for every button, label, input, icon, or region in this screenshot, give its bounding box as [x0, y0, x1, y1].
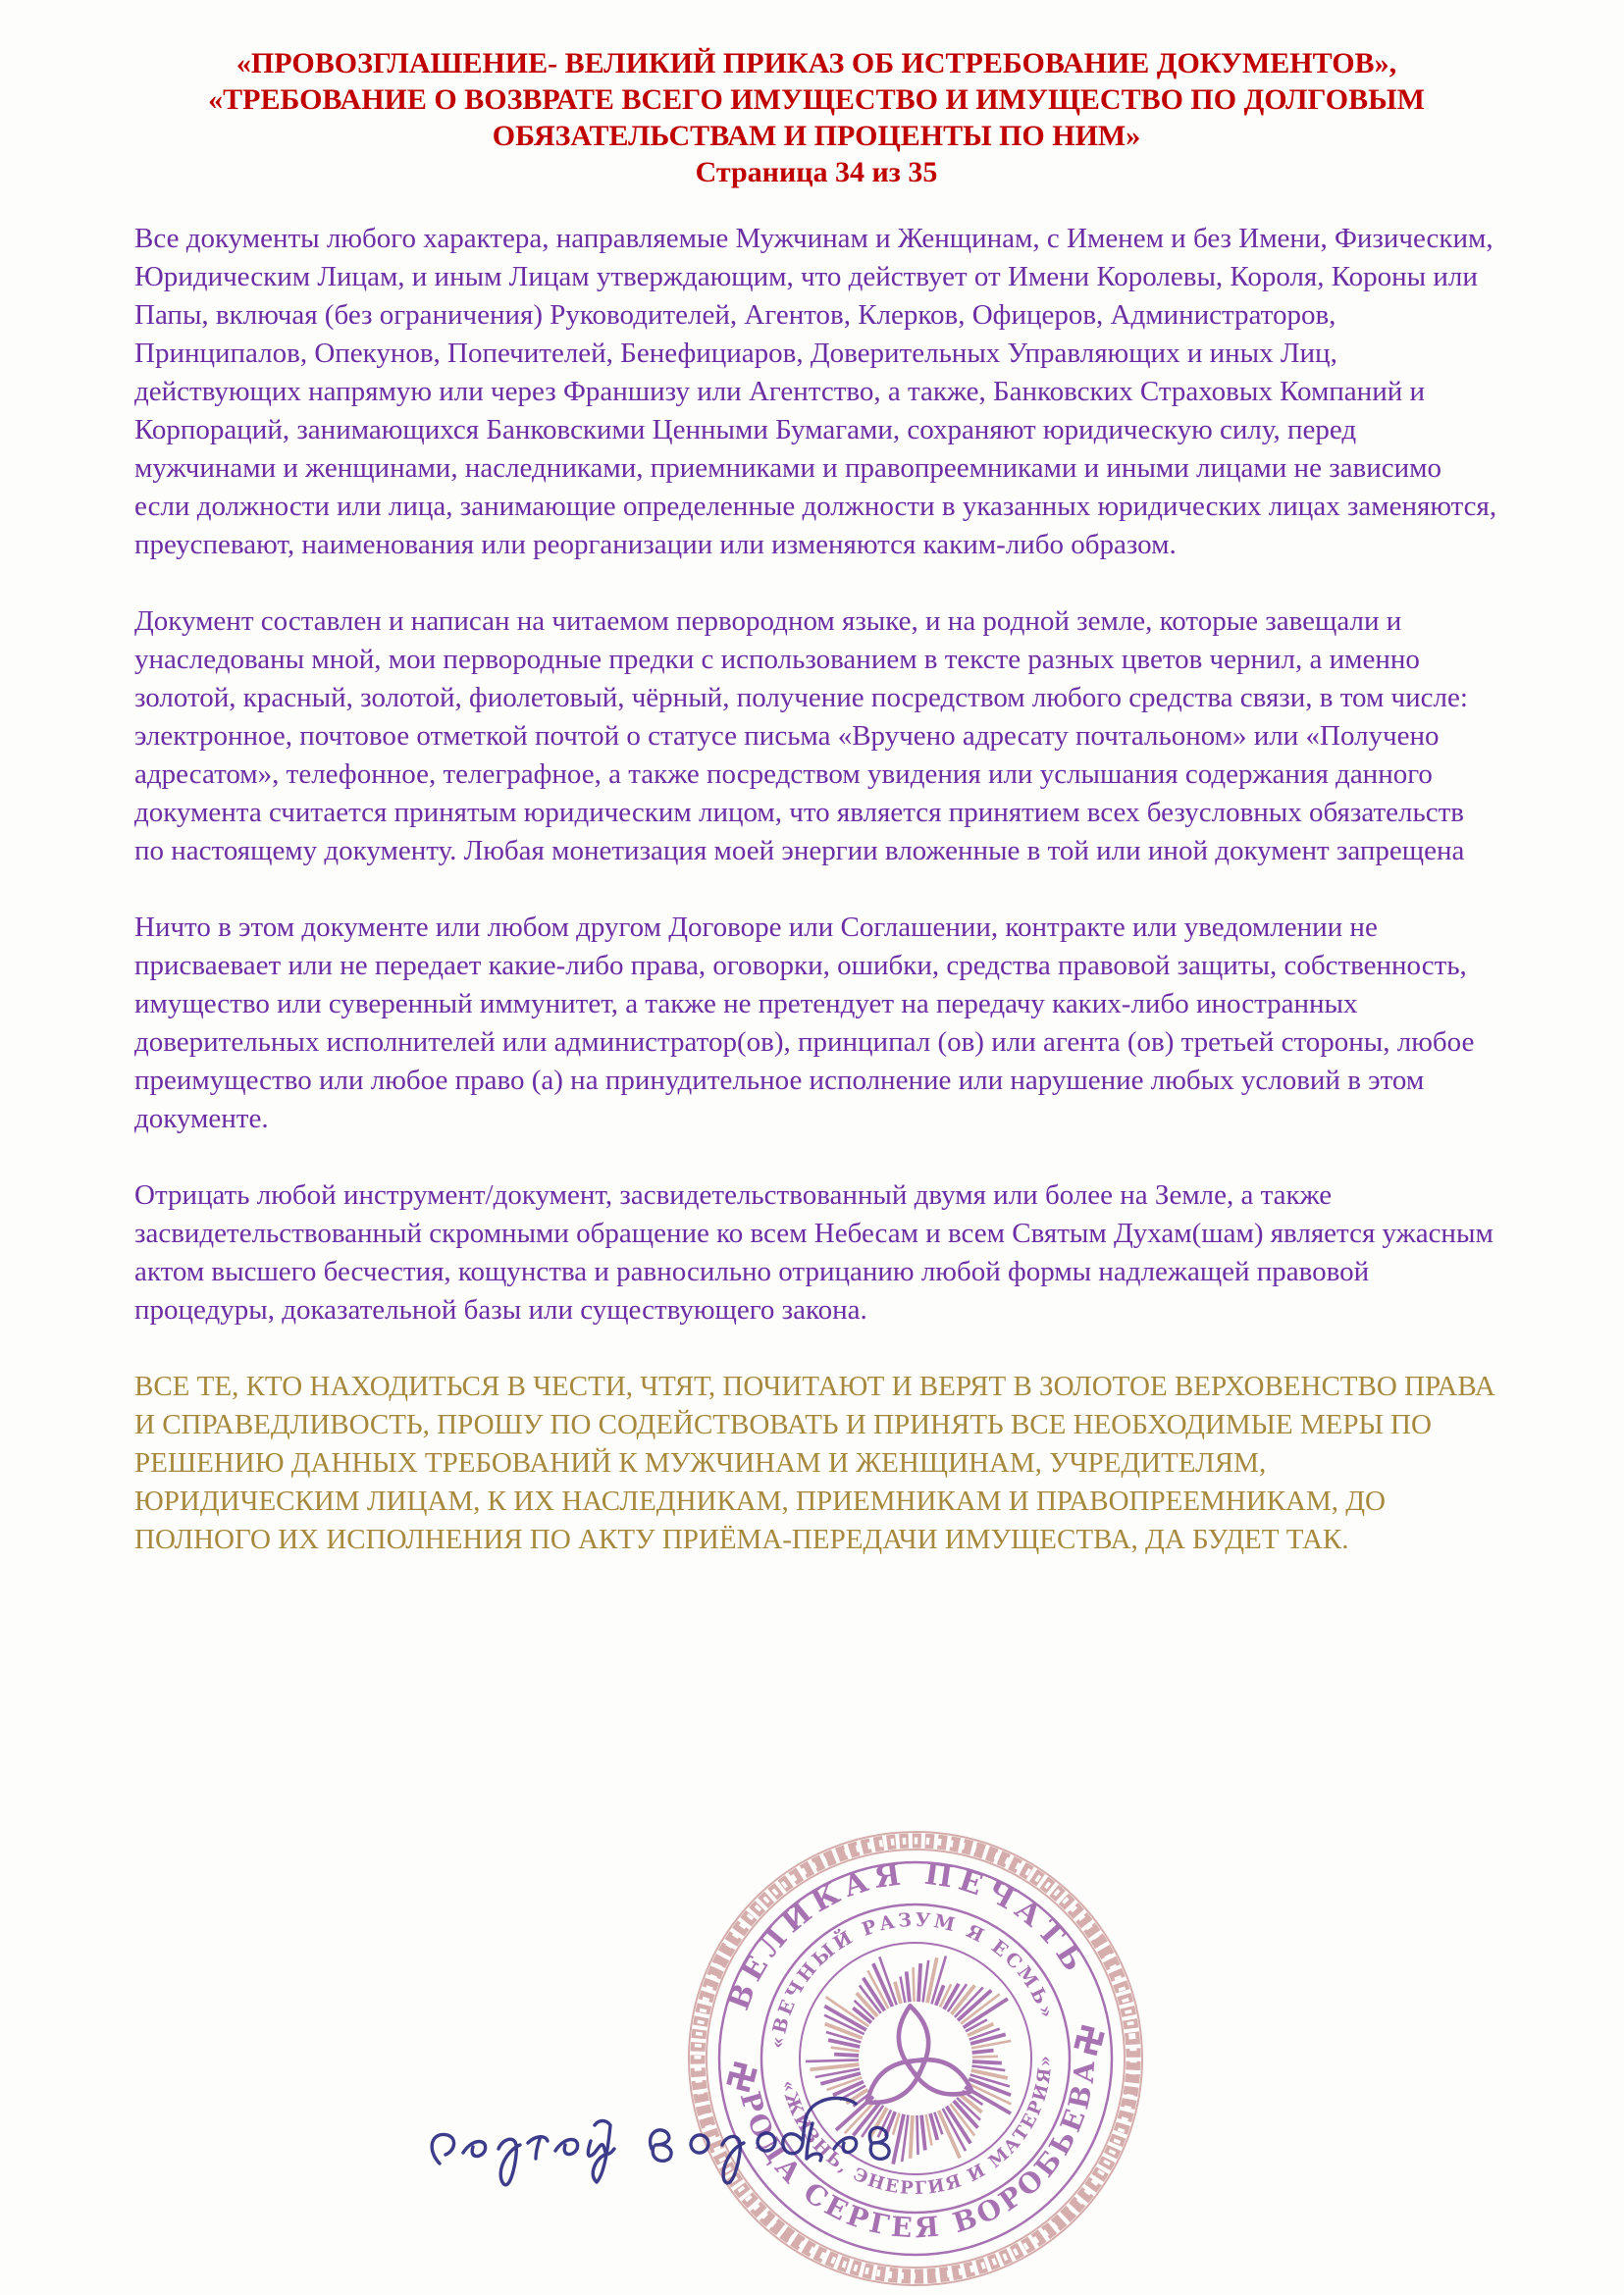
paragraph-language-inks: Документ составлен и написан на читаемом первородном языке, и на родной земле, которые завещали и унаследованы мной, мои первородные предки с использованием в тексте разных цветов чернил, а именно золотой, красный, золотой, фиолетовый, чёрный, получение посредством любого средства связи, в том числе: электронное, почтовое отметкой почтой о статусе письма «Вручено адресату почтальоном» или «Получено адресатом», телефонное, телеграфное, а также посредством увидения или услышания содержания данного документа считается принятым юридическим лицом, что является принятием всех безусловных обязательств по настоящему документу. Любая монетизация моей энергии вложенные в той или иной документ запрещена [134, 605, 1468, 866]
swastika-glyph-right [1076, 2027, 1103, 2054]
seal-inner-ring-bottom-text: «ЖИЗНЬ, ЭНЕРГИЯ И МАТЕРИЯ» [777, 2053, 1057, 2200]
signature [412, 2080, 903, 2227]
document-title: «ПРОВОЗГЛАШЕНИЕ- ВЕЛИКИЙ ПРИКАЗ ОБ ИСТРЕБОВАНИЕ ДОКУМЕНТОВ», «ТРЕБОВАНИЕ О ВОЗВРАТЕ ВСЕГО ИМУЩЕСТВО И ИМУЩЕСТВО ПО ДОЛГОВЫМ ОБЯЗАТЕЛЬСТВАМ И ПРОЦЕНТЫ ПО НИМ» [208, 47, 1425, 152]
paragraph-golden-closing: ВСЕ ТЕ, КТО НАХОДИТЬСЯ В ЧЕСТИ, ЧТЯТ, ПОЧИТАЮТ И ВЕРЯТ В ЗОЛОТОЕ ВЕРХОВЕНСТВО ПРАВА И СПРАВЕДЛИВОСТЬ, ПРОШУ ПО СОДЕЙСТВОВАТЬ И ПРИНЯТЬ ВСЕ НЕОБХОДИМЫЕ МЕРЫ ПО РЕШЕНИЮ ДАННЫХ ТРЕБОВАНИЙ К МУЖЧИНАМ И ЖЕНЩИНАМ, УЧРЕДИТЕЛЯМ, ЮРИДИЧЕСКИМ ЛИЦАМ, К ИХ НАСЛЕДНИКАМ, ПРИЕМНИКАМ И ПРАВОПРЕЕМНИКАМ, ДО ПОЛНОГО ИХ ИСПОЛНЕНИЯ ПО АКТУ ПРИЁМА-ПЕРЕДАЧИ ИМУЩЕСТВА, ДА БУДЕТ ТАК. [134, 1371, 1495, 1555]
page-indicator: Страница 34 из 35 [695, 156, 938, 188]
document-body [134, 220, 1498, 1559]
document-header [134, 45, 1498, 190]
seal-outer-ring-top-text: ВЕЛИКАЯ ПЕЧАТЬ [721, 1856, 1094, 2015]
paragraph-documents-validity: Все документы любого характера, направляемые Мужчинам и Женщинам, с Именем и без Имени, Физическим, Юридическим Лицам, и иным Лицам утверждающим, что действует от Имени Королевы, Короля, Короны или Папы, включая (без ограничения) Руководителей, Агентов, Клерков, Офицеров, Администраторов, Принципалов, Опекунов, Попечителей, Бенефициаров, Доверительных Управляющих и иных Лиц, действующих напрямую или через Франшизу или Агентство, а также, Банковских Страховых Компаний и Корпораций, занимающихся Банковскими Ценными Бумагами, сохраняют юридическую силу, перед мужчинами и женщинами, наследниками, приемниками и правопреемниками и иными лицами не зависимо если должности или лица, занимающие определенные должности в указанных юридических лицах заменяются, преуспевают, наименования или реорганизации или изменяются каким-либо образом. [134, 223, 1497, 560]
signature-graphic [412, 2080, 903, 2227]
document-content [134, 0, 1498, 1559]
paragraph-no-transfer: Ничто в этом документе или любом другом Договоре или Соглашении, контракте или уведомлении не присваевает или не передает какие-либо права, оговорки, ошибки, средства правовой защиты, собственность, имущество или суверенный иммунитет, а также не претендует на передачу каких-либо иностранных доверительных исполнителей или администратор(ов), принципал (ов) или агента (ов) третьей стороны, любое преимущество или любое право (а) на принудительное исполнение или нарушение любых условий в этом документе. [134, 912, 1475, 1134]
paragraph-deny-instrument: Отрицать любой инструмент/документ, засвидетельствованный двумя или более на Земле, а также засвидетельствованный скромными обращение ко всем Небесам и всем Святым Духам(шам) является ужасным актом высшего бесчестия, кощунства и равносильно отрицанию любой формы надлежащей правовой процедуры, доказательной базы или существующего закона. [134, 1179, 1493, 1326]
seal-outer-ring-bottom-text: РОДА СЕРГЕЯ ВОРОБЬЕВА [733, 2056, 1102, 2245]
seal-inner-ring-top-text: «ВЕЧНЫЙ РАЗУМ Я ЕСМЬ» [766, 1908, 1059, 2051]
